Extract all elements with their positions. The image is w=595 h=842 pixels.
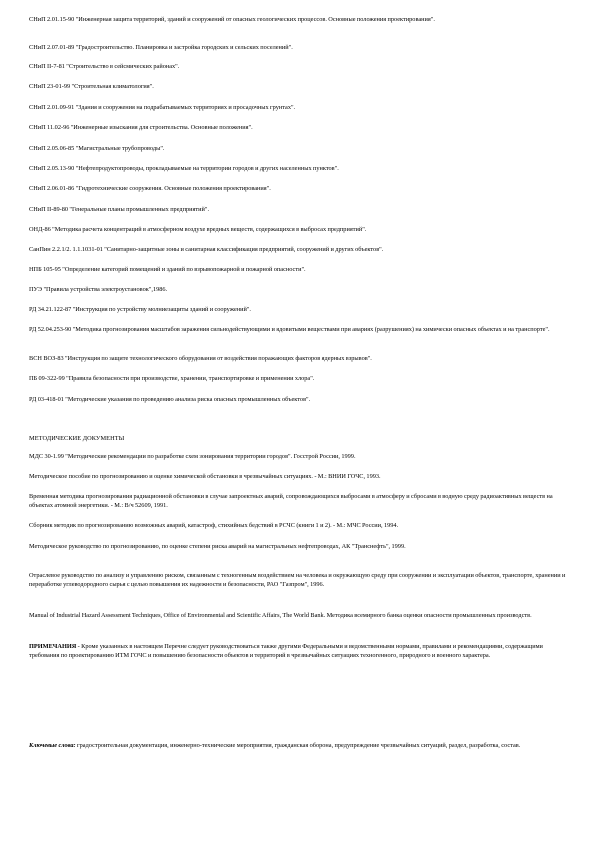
- norm-item: СНиП 2.07.01-89 "Градостроительство. Планировка и застройка городских и сельских поселений".: [29, 44, 293, 51]
- norm-item: ПУЭ "Правила устройства электроустановок",1986.: [29, 286, 168, 293]
- norm-item: СНиП 2.01.09-91 "Здания и сооружения на подрабатываемых территориях и просадочных грунтах".: [29, 104, 296, 111]
- norm-item: СНиП 23-01-99 "Строительная климатология".: [29, 83, 154, 90]
- norm-item: ПБ 09-322-99 "Правила безопасности при производстве, хранении, транспортировке и применении хлора".: [29, 375, 315, 382]
- norm-item: РД 34.21.122-87 "Инструкция по устройству молниезащиты зданий и сооружений".: [29, 306, 252, 313]
- norm-item: СНиП 2.01.15-90 "Инженерная защита территорий, зданий и сооружений от опасных геологических процессов. Основные положения проектирования".: [29, 16, 435, 23]
- norm-item: ВСН ВОЗ-83 "Инструкция по защите технологического оборудования от воздействия поражающих факторов ядерных взрывов".: [29, 355, 372, 362]
- section-title: МЕТОДИЧЕСКИЕ ДОКУМЕНТЫ: [29, 435, 125, 442]
- method-item: Отраслевое руководство по анализу и управлению риском, связанным с техногенным воздействием на человека и окружающую среду при сооружении и эксплуатации объектов, транспорте, хранении и переработке углеводородного сырья с целью повышения их надежности и безопасности, РАО "Газпром", 1996.: [29, 572, 566, 589]
- method-item: Сборник методик по прогнозированию возможных аварий, катастроф, стихийных бедствий в РСЧС (книги 1 и 2). - М.: МЧС России, 1994.: [29, 522, 399, 529]
- method-item: Методическое пособие по прогнозированию и оценке химической обстановки в чрезвычайных ситуациях. - М.: ВНИИ ГОЧС, 1993.: [29, 473, 381, 480]
- norm-item: СанПин 2.2.1/2. 1.1.1031-01 "Санитарно-защитные зоны и санитарная классификация предприятий, сооружений и других объектов".: [29, 246, 384, 253]
- method-item: Manual of Industrial Hazard Assessment Techniques, Office of Environmental and Scientific Affairs, The World Bank. Методика всемирного банка оценки опасности промышленных производств.: [29, 612, 532, 619]
- norm-item: СНиП 11.02-96 "Инженерные изыскания для строительства. Основные положения".: [29, 124, 253, 131]
- norm-item: СНиП II-89-80 "Генеральные планы промышленных предприятий".: [29, 206, 210, 213]
- keywords-text: градостроительная документация, инженерно-технические мероприятия, гражданская оборона, предупреждение чрезвычайных ситуаций, раздел, разработка, состав.: [75, 742, 521, 749]
- method-item: Временная методика прогнозирования радиационной обстановки в случае запроектных аварий, сопровождающихся выбросами в атмосферу и сбросами в водную среду радиоактивных веществ на объектах атомной энергетики. - М.: В/ч 52609, 1991.: [29, 493, 553, 510]
- keywords-paragraph: [29, 741, 567, 750]
- norm-item: ОНД-86 "Методика расчета концентраций в атмосферном воздухе вредных веществ, содержащихся в выбросах предприятий".: [29, 226, 367, 233]
- note-label: ПРИМЕЧАНИЯ: [29, 643, 77, 650]
- norm-item: СНиП 2.05.13-90 "Нефтепродуктопроводы, прокладываемые на территории городов и других населенных пунктов".: [29, 165, 339, 172]
- norm-item: НПБ 105-95 "Определение категорий помещений и зданий по взрывопожарной и пожарной опасности".: [29, 266, 306, 273]
- norm-item: СНиП 2.05.06-85 "Магистральные трубопроводы".: [29, 145, 165, 152]
- method-item: Методическое руководство по прогнозированию, по оценке степени риска аварий на магистральных нефтепроводах, АК "Транснефть", 1999.: [29, 543, 406, 550]
- method-item: МДС 30-1.99 "Методические рекомендации по разработке схем зонирования территории городов". Госстрой России, 1999.: [29, 453, 356, 460]
- norm-item: СНиП 2.06.01-86 "Гидротехнические сооружения. Основные положения проектирования".: [29, 185, 271, 192]
- norm-item: СНиП II-7-81 "Строительство в сейсмических районах".: [29, 63, 180, 70]
- note-text: - Кроме указанных в настоящем Перечне следует руководствоваться также другими Федеральными и ведомственными нормами, правилами и рекомендациями, содержащими требования по проектированию ИТМ ГОЧС и повышению безопасности объектов и территорий в чрезвычайных ситуациях техногенного, природного и военного характера.: [29, 643, 543, 660]
- keywords-label: Ключевые слова:: [29, 742, 76, 749]
- norm-item: РД 52.04.253-90 "Методика прогнозирования масштабов заражения сильнодействующими и ядовитыми веществами при авариях (разрушениях) на химически опасных объектах и на транспорте".: [29, 326, 550, 333]
- norm-item: РД 03-418-01 "Методические указания по проведению анализа риска опасных промышленных объектов".: [29, 396, 311, 403]
- note-paragraph: [29, 642, 567, 661]
